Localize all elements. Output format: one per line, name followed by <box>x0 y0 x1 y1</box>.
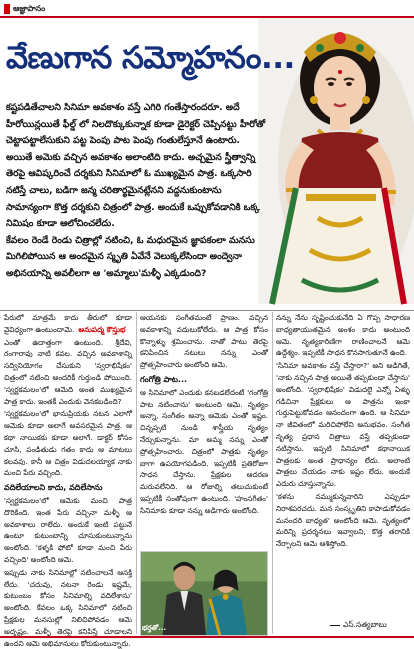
author-name: అనుపద్మ కౌస్తుభ <box>78 324 126 334</box>
column-divider <box>136 312 137 634</box>
column-paragraph: ఆ సినిమాలో ఎందుకు కనబడలేదంటే 'గంగోత్రి పాట నటించాను' అంటుంది ఆమె. నృత్యం అన్నా, సంగీతం అన్నా ఆమెకు ఎంతో ఇష్టం. చిన్నప్పటి నుండి శాస్త్రీయ నృత్యం నేర్చుకున్నాను. మా అమ్మ నన్ను ఎంతో ప్రోత్సహించారు. చిత్రంలో పాత్రకు నృత్యం బాగా ఉపయోగపడింది. ఇప్పటికీ ప్రతిరోజూ సాధన చేస్తాను. ప్రేక్షకుల ఆదరణ మరువలేనిది. ఆ రోజుల్ని తలుచుకుంటే ఇప్పటికీ సంతోషంగా ఉంటుంది. 'హంసగీతం' సినిమాకు కూడా నన్ను అడిగారు అంటోంది. <box>140 387 268 515</box>
byline <box>330 620 387 631</box>
headline: వేణుగాన సమ్మోహనం... <box>6 40 295 76</box>
column-paragraph <box>4 312 132 336</box>
subheading: గంగోత్రి పాట... <box>140 374 188 384</box>
column-2 <box>140 312 268 550</box>
column-paragraph: 'స్వర్ణకమలం'లో ఆమెకు మంచి పాత్ర దొరికింది. ఇంత పేరు వచ్చినా మళ్ళీ ఆ అవకాశాలు రాలేదు. అందుకే ఇంటి పట్టునే ఉంటూ కుటుంబాన్ని చూసుకుంటున్నాను అంటోంది. 'కళ్ళకి ఫోటో కూడా మంచి పేరు వచ్చింది' అంటోంది ఆమె. <box>4 495 132 564</box>
couple-illustration <box>141 552 267 635</box>
column-paragraph: నన్ను నేను సృష్టించుకునేది ఏ గొప్ప సాధారణ బాధ్యతాయుతమైన అంశం కాదు అంటుంది ఆమె. నృత్యకారిణిగా రాణించాలనే ఆమె ఉద్దేశ్యం. ఇప్పటికీ సాధన కొనసాగుతూనే ఉంది. <box>276 313 410 358</box>
byline-dash <box>330 625 340 626</box>
photo-caption: భర్తతో... <box>142 624 167 632</box>
intro-divider <box>0 310 414 311</box>
intro-text <box>6 100 268 283</box>
column-3 <box>276 312 410 634</box>
column-lead: పేరులో మాత్రమే కాదు తీరులో కూడా వైవిధ్యంగా ఉంటుందామె. <box>4 313 132 334</box>
column-paragraph: 'కళను నమ్ముకున్నవారిని ఎప్పుడూ నిరాశపరచదు. మన సంస్కృతిని కాపాడుకోవడం మనందరి బాధ్యత' అంటోంది ఆమె. నృత్యంలో మరిన్ని ప్రదర్శనలు ఇవ్వాలని, కొత్త తరానికి నేర్పాలని ఆమె ఆశిస్తోంది. <box>276 491 410 549</box>
column-paragraph: 'సినిమా అవకాశం వస్తే చేస్తారా?' అని అడిగితే, 'నాకు నచ్చిన పాత్ర అయితే తప్పకుండా చేస్తాను' అంటోంది. 'స్వరాభిషేకం' విడుదలై ఎన్నో ఏళ్ళు గడిచినా ప్రేక్షకులు ఆ పాత్రను ఇంకా గుర్తుపెట్టుకోవడం ఆనందంగా ఉంది. ఆ సినిమా నా జీవితంలో మరిచిపోలేని అనుభవం. సంగీత నృత్య ప్రధాన చిత్రాలు వస్తే తప్పకుండా నటిస్తాను. ఇప్పటి సినిమాలో కథానాయిక పాత్రలకు అంత ప్రాధాన్యం లేదు. అలాంటి పాత్రలు చేయడం నాకు ఇష్టం లేదు. అందుకే ఎదురు చూస్తున్నాను. <box>276 361 410 489</box>
column-paragraph: ఎంతో ఉదాత్తంగా ఉంటుంది. శ్రీదేవి, రంగారావు నాటి కవల. వచ్చిన అవకాశాన్ని సద్వినియోగం చేసుకుని 'స్వరాభిషేకం' చిత్రంలో నటించి అందరికీ గుర్తుండి పోయింది. 'స్వర్ణకమలం'లో ఆమెది అంత ముఖ్యమైన పాత్ర కాదు. ఇంతకీ ఎందుకు వెనకబడింది? <box>4 337 132 406</box>
section-marker <box>4 4 10 14</box>
column-paragraph: ఆయనకు సంగీతమంటే ప్రాణం. వచ్చిన అవకాశాన్ని వదులుకోలేదు. ఆ పాత్ర కోసం కొన్నాళ్ళు శ్రమించాను. నాతో పాటు తెరపై కనిపించిన నటులు నన్ను ఎంతో ప్రోత్సహించారు అంటోంది ఆమె. <box>140 313 268 370</box>
subheading: వదిలేయాలని కాదు, వదిలేసాను <box>4 483 103 493</box>
section-tag <box>4 2 45 16</box>
bottom-rule <box>0 636 414 638</box>
column-paragraph: 'స్వర్ణకమలం'లో భానుప్రియకు నటన ఎలాగో ఆమెకు కూడా అలాగే అవసరమైన పాత్ర. ఆ కథా నాయికకు కూడా అలాగే. డాక్టర్‌ కోసం చూసి, పండితుడు గతం కాదు ఆ మాటలు కలవవు. కానీ ఆ చిత్రం విడుదలయ్యాక నాకు మంచి పేరు వచ్చింది. <box>4 409 132 478</box>
intro-paragraph: కష్టపడితేచాలని సినిమా అవకాశం వస్తే ఎగిరి గంతేస్తారందరూ. అదే హీరోయిన్లయితే ఫీల్డ్ లో నిలదొక్కుకున్నాక కూడా డైరెక్టర్ చెప్పినట్టు హీరోతో చెట్టాపట్టాలేసుకుని పట్ట పెంపు పాట పెంపు గంతులేస్తూనే ఉంటారు. అయితే అమెకు వచ్చిన అవకాశం అలాంటిది కాదు. అచ్చమైన స్త్రీత్వాన్ని తెరపై ఆవిష్కరించే దర్శకుని సినిమాలో ఓ ముఖ్యమైన పాత్ర. ఒక్కసారి నటిస్తే చాలు, బడిగా జన్మ చరితార్థమైనట్లేనని వద్దనుకుంటాను సామాన్యంగా కొత్త దర్శకుని చిత్రంలో పాత్ర. అందుకే ఒప్పుకోవడానికి ఒక్క నిమిషం కూడా ఆలోచించలేదు. <box>6 102 266 230</box>
column-paragraph: ఇప్పుడు నాకు సినిమాల్లో నటించాలనే ఆసక్తి లేదు. 'చదువు, నటనా రెండు ఇష్టమే, కుటుంబం కోసం సినిమాల్ని వదిలేశాను' అంటోంది. కేవలం ఒక్క సినిమాలో నటించి ప్రేక్షకుల మనసుల్లో నిలిచిపోవడం ఆమె అదృష్టం. మళ్ళీ తెరపై కనిపిస్తే చూడాలని ఉందని ఆమె అభిమానులు కోరుకుంటున్నారు. <box>4 567 132 648</box>
section-label: ఆజ్ఞాపానం <box>13 3 46 13</box>
byline-name: ఎస్.సత్యబాబు <box>343 620 387 629</box>
intro-paragraph: కేవలం రెండే రెండు చిత్రాల్లో నటించి, ఓ మధురమైన జ్ఞాపకంలా మనసు మిగిలిపోయిన ఆ అందమైన స్మృతి ఏవేనే వెలుక్కలేసిందా అంద్వెనా అభినయాన్ని అవలీలగా ఆ 'అమ్మాలు'మళ్ళీ ఎక్కడుంది? <box>6 234 255 279</box>
column-divider <box>272 312 273 634</box>
column-1 <box>4 312 132 648</box>
